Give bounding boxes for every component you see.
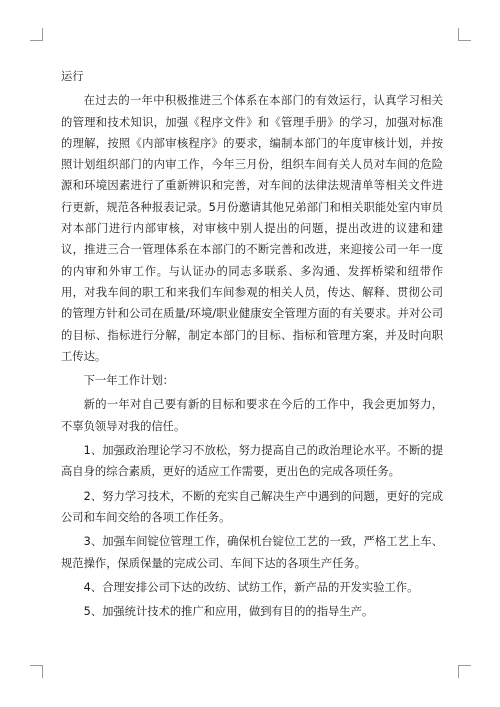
document-body [61, 66, 443, 625]
section-heading-next-year-plan: 下一年工作计划： [83, 374, 174, 388]
plan-item-5: 5、加强统计技术的推广和应用，做到有目的的指导生产。 [83, 605, 374, 619]
crop-mark-top-left [30, 28, 43, 41]
crop-mark-top-right [458, 28, 471, 41]
plan-item-4: 4、合理安排公司下达的改纺、试纺工作，新产品的开发实验工作。 [83, 580, 419, 594]
crop-mark-bottom-right [458, 665, 471, 678]
paragraph-past-year-summary: 在过去的一年中积极推进三个体系在本部门的有效运行，认真学习相关的管理和技术知识，加强《程序文件》和《管理手册》的学习，加强对标准的理解，按照《内部审核程序》的要求，编制本部门的年度审核计划，并按照计划组织部门的内审工作，今年三月份，组织车间有关人员对车间的危险源和环境因素进行了重新辨识和完善，对车间的法律法规清单等相关文件进行更新，规范各种报表记录。5月份邀请其他兄弟部门和相关职能处室内审员对本部门进行内部审核，对审核中别人提出的问题，提出改进的议建和建议，推进三合一管理体系在本部门的不断完善和改进，来迎接公司一年一度的内审和外审工作。与认证办的同志多联系、多沟通、发挥桥梁和纽带作用，对我车间的职工和来我们车间参观的相关人员，传达、解释、贯彻公司的管理方针和公司在质量/环境/职业健康安全管理方面的有关要求。并对公司的目标、指标进行分解，制定本部门的目标、指标和管理方案，并及时向职工传达。 [61, 94, 443, 363]
paragraph-continuation: 运行 [61, 70, 84, 83]
plan-item-1: 1、加强政治理论学习不放松，努力提高自己的政治理论水平。不断的提高自身的综合素质，更好的适应工作需要，更出色的完成各项任务。 [61, 444, 443, 479]
plan-item-2: 2、努力学习技术，不断的充实自己解决生产中遇到的问题，更好的完成公司和车间交给的各项工作任务。 [61, 489, 443, 524]
crop-mark-bottom-left [30, 665, 43, 678]
paragraph-plan-intro: 新的一年对自己要有新的目标和要求在今后的工作中，我会更加努力，不辜负领导对我的信任。 [61, 398, 443, 433]
plan-item-3: 3、加强车间锭位管理工作，确保机台锭位工艺的一致，严格工艺上车、规范操作，保质保量的完成公司、车间下达的各项生产任务。 [61, 535, 443, 570]
